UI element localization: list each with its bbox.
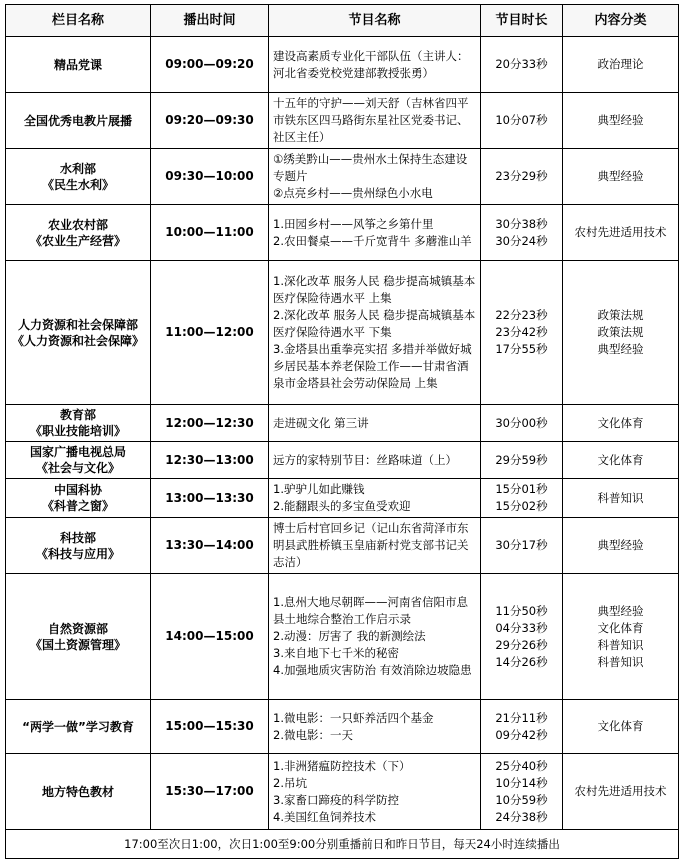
category-cell-line: 政治理论 bbox=[597, 57, 644, 71]
column-name-cell bbox=[6, 442, 151, 479]
column-name-cell-line: 水利部 bbox=[59, 161, 96, 176]
duration-cell-line: 22分23秒 bbox=[495, 308, 548, 322]
category-cell-line: 典型经验 bbox=[597, 169, 644, 183]
category-cell-line: 科普知识 bbox=[597, 654, 644, 669]
program-name-cell-line: 2.微电影：一天 bbox=[273, 727, 353, 742]
schedule-body bbox=[6, 37, 679, 830]
duration-cell-line: 30分17秒 bbox=[495, 538, 548, 552]
category-cell-line: 典型经验 bbox=[597, 603, 644, 618]
air-time-cell: 10:00—11:00 bbox=[151, 205, 269, 261]
program-name-cell bbox=[269, 442, 481, 479]
air-time-cell: 12:00—12:30 bbox=[151, 405, 269, 442]
column-name-cell-line: 人力资源和社会保障部 bbox=[17, 317, 138, 332]
program-name-cell-line: 2.能翻跟头的多宝鱼受欢迎 bbox=[273, 499, 411, 513]
column-name-cell-line: 地方特色教材 bbox=[41, 784, 114, 799]
header-row bbox=[6, 5, 679, 37]
program-name-cell bbox=[269, 205, 481, 261]
duration-cell-line: 23分42秒 bbox=[495, 325, 548, 339]
duration-cell-line: 30分24秒 bbox=[495, 233, 548, 248]
duration-cell bbox=[481, 754, 563, 830]
header-air-time: 播出时间 bbox=[151, 5, 269, 37]
duration-cell-line: 30分00秒 bbox=[495, 415, 548, 430]
category-cell-line: 农村先进适用技术 bbox=[574, 784, 667, 798]
program-name-cell-line: 1.微电影：一只虾养活四个基金 bbox=[273, 710, 434, 725]
category-cell-line: 科普知识 bbox=[597, 490, 644, 505]
duration-cell-line: 24分38秒 bbox=[495, 809, 548, 824]
table-row bbox=[6, 405, 679, 442]
duration-cell-line: 15分02秒 bbox=[495, 499, 548, 513]
program-name-cell-line: 3.金塔县出重拳亮实招 多措并举做好城乡居民基本养老保险工作——甘肃省酒泉市金塔县社会劳动保险局 上集 bbox=[273, 342, 472, 390]
column-name-cell-line: 《人力资源和社会保障》 bbox=[11, 333, 144, 348]
program-name-cell-line: 远方的家特别节目：丝路味道（上） bbox=[273, 452, 457, 467]
header-program-name: 节目名称 bbox=[269, 5, 481, 37]
duration-cell-line: 10分14秒 bbox=[495, 775, 548, 790]
program-name-cell-line: 1.驴驴儿如此赚钱 bbox=[273, 482, 365, 496]
program-name-cell-line: 博士后村官回乡记（记山东省菏泽市东明县武胜桥镇玉皇庙新村党支部书记关志洁） bbox=[273, 521, 469, 569]
category-cell bbox=[563, 479, 679, 518]
table-row bbox=[6, 754, 679, 830]
column-name-cell-line: 《科普之窗》 bbox=[41, 499, 114, 513]
column-name-cell-line: 《职业技能培训》 bbox=[29, 424, 126, 438]
program-name-cell bbox=[269, 93, 481, 149]
program-name-cell-line: ①绣美黔山——贵州水土保持生态建设专题片 bbox=[273, 152, 468, 183]
air-time-cell: 09:20—09:30 bbox=[151, 93, 269, 149]
category-cell-line: 文化体育 bbox=[597, 719, 644, 733]
column-name-cell bbox=[6, 405, 151, 442]
duration-cell bbox=[481, 574, 563, 700]
category-cell-line: 科普知识 bbox=[597, 637, 644, 652]
column-name-cell-line: 自然资源部 bbox=[47, 621, 108, 636]
program-name-cell bbox=[269, 405, 481, 442]
category-cell bbox=[563, 518, 679, 574]
air-time-cell: 13:30—14:00 bbox=[151, 518, 269, 574]
program-name-cell-line: 走进砚文化 第三讲 bbox=[273, 415, 369, 430]
column-name-cell bbox=[6, 754, 151, 830]
column-name-cell-line: 农业农村部 bbox=[47, 217, 108, 232]
air-time-cell: 15:30—17:00 bbox=[151, 754, 269, 830]
program-name-cell-line: 2.吊坑 bbox=[273, 775, 307, 790]
duration-cell-line: 25分40秒 bbox=[495, 758, 548, 773]
category-cell bbox=[563, 442, 679, 479]
table-row bbox=[6, 261, 679, 405]
category-cell bbox=[563, 37, 679, 93]
program-name-cell-line: 3.家畜口蹄疫的科学防控 bbox=[273, 792, 399, 807]
category-cell bbox=[563, 149, 679, 205]
duration-cell-line: 10分07秒 bbox=[495, 113, 548, 127]
program-name-cell-line: 2.农田餐桌——千斤宽背牛 多蘑淮山羊 bbox=[273, 233, 472, 248]
category-cell-line: 典型经验 bbox=[597, 538, 644, 552]
program-name-cell-line: 1.非洲猪瘟防控技术（下） bbox=[273, 758, 411, 773]
program-name-cell bbox=[269, 754, 481, 830]
category-cell-line: 政策法规 bbox=[597, 325, 644, 339]
category-cell-line: 文化体育 bbox=[597, 415, 644, 430]
program-name-cell bbox=[269, 574, 481, 700]
category-cell-line: 文化体育 bbox=[597, 620, 644, 635]
program-name-cell-line: 1.深化改革 服务人民 稳步提高城镇基本医疗保险待遇水平 上集 bbox=[273, 274, 476, 305]
category-cell-line: 政策法规 bbox=[597, 308, 644, 322]
program-name-cell-line: 十五年的守护——刘天舒（吉林省四平市铁东区四马路街东星社区党委书记、社区主任） bbox=[273, 96, 469, 144]
duration-cell-line: 20分33秒 bbox=[495, 57, 548, 71]
air-time-cell: 13:00—13:30 bbox=[151, 479, 269, 518]
program-name-cell-line: 2.动漫：厉害了 我的新测绘法 bbox=[273, 629, 426, 643]
header-duration: 节目时长 bbox=[481, 5, 563, 37]
category-cell bbox=[563, 700, 679, 754]
column-name-cell-line: 国家广播电视总局 bbox=[29, 445, 126, 459]
duration-cell-line: 09分42秒 bbox=[495, 727, 548, 742]
category-cell bbox=[563, 574, 679, 700]
table-row bbox=[6, 700, 679, 754]
duration-cell bbox=[481, 205, 563, 261]
air-time-cell: 11:00—12:00 bbox=[151, 261, 269, 405]
duration-cell-line: 29分26秒 bbox=[495, 637, 548, 652]
duration-cell-line: 30分38秒 bbox=[495, 216, 548, 231]
category-cell bbox=[563, 93, 679, 149]
duration-cell bbox=[481, 479, 563, 518]
column-name-cell bbox=[6, 700, 151, 754]
air-time-cell: 09:30—10:00 bbox=[151, 149, 269, 205]
program-name-cell-line: ②点亮乡村——贵州绿色小水电 bbox=[273, 186, 433, 200]
column-name-cell-line: 教育部 bbox=[59, 408, 96, 422]
duration-cell bbox=[481, 518, 563, 574]
duration-cell bbox=[481, 261, 563, 405]
duration-cell-line: 10分59秒 bbox=[495, 792, 548, 807]
table-row bbox=[6, 479, 679, 518]
column-name-cell bbox=[6, 261, 151, 405]
column-name-cell-line: 中国科协 bbox=[53, 483, 102, 497]
duration-cell bbox=[481, 149, 563, 205]
table-row bbox=[6, 518, 679, 574]
duration-cell-line: 17分55秒 bbox=[495, 342, 548, 356]
program-name-cell-line: 1.田园乡村——风筝之乡第什里 bbox=[273, 216, 434, 231]
column-name-cell-line: 《国土资源管理》 bbox=[29, 637, 126, 652]
program-name-cell-line: 2.深化改革 服务人民 稳步提高城镇基本医疗保险待遇水平 下集 bbox=[273, 308, 476, 339]
table-row bbox=[6, 93, 679, 149]
column-name-cell-line: 《民生水利》 bbox=[41, 177, 114, 192]
column-name-cell bbox=[6, 574, 151, 700]
program-name-cell-line: 建设高素质专业化干部队伍（主讲人：河北省委党校党建部教授张勇） bbox=[273, 48, 469, 80]
duration-cell-line: 11分50秒 bbox=[495, 603, 548, 618]
column-name-cell-line: “两学一做”学习教育 bbox=[22, 719, 134, 734]
program-name-cell-line: 4.加强地质灾害防治 有效消除边坡隐患 bbox=[273, 663, 472, 677]
table-row bbox=[6, 574, 679, 700]
column-name-cell-line: 《农业生产经营》 bbox=[29, 233, 126, 248]
category-cell-line: 典型经验 bbox=[597, 113, 644, 127]
program-name-cell bbox=[269, 518, 481, 574]
air-time-cell: 09:00—09:20 bbox=[151, 37, 269, 93]
duration-cell-line: 29分59秒 bbox=[495, 452, 548, 467]
column-name-cell bbox=[6, 93, 151, 149]
duration-cell bbox=[481, 700, 563, 754]
footer-note: 17:00至次日1:00，次日1:00至9:00分别重播前日和昨日节目，每天24小时连续播出 bbox=[6, 830, 679, 859]
program-name-cell-line: 4.美国红鱼饲养技术 bbox=[273, 809, 376, 824]
column-name-cell-line: 《社会与文化》 bbox=[35, 461, 120, 475]
duration-cell bbox=[481, 37, 563, 93]
category-cell bbox=[563, 754, 679, 830]
duration-cell-line: 15分01秒 bbox=[495, 482, 548, 496]
duration-cell-line: 14分26秒 bbox=[495, 654, 548, 669]
duration-cell-line: 21分11秒 bbox=[495, 710, 548, 725]
table-row bbox=[6, 442, 679, 479]
duration-cell-line: 23分29秒 bbox=[495, 169, 548, 183]
table-row bbox=[6, 205, 679, 261]
air-time-cell: 15:00—15:30 bbox=[151, 700, 269, 754]
program-name-cell bbox=[269, 37, 481, 93]
column-name-cell bbox=[6, 479, 151, 518]
program-name-cell-line: 3.来自地下七千米的秘密 bbox=[273, 646, 399, 660]
column-name-cell bbox=[6, 149, 151, 205]
category-cell bbox=[563, 261, 679, 405]
column-name-cell-line: 科技部 bbox=[59, 530, 96, 545]
program-name-cell bbox=[269, 261, 481, 405]
category-cell bbox=[563, 205, 679, 261]
table-row bbox=[6, 149, 679, 205]
table-row bbox=[6, 37, 679, 93]
air-time-cell: 12:30—13:00 bbox=[151, 442, 269, 479]
program-name-cell bbox=[269, 700, 481, 754]
program-name-cell-line: 1.息州大地尽朝晖——河南省信阳市息县土地综合整治工作启示录 bbox=[273, 595, 468, 626]
duration-cell bbox=[481, 93, 563, 149]
column-name-cell-line: 《科技与应用》 bbox=[35, 546, 120, 561]
program-name-cell bbox=[269, 149, 481, 205]
column-name-cell-line: 全国优秀电教片展播 bbox=[23, 113, 132, 128]
duration-cell bbox=[481, 442, 563, 479]
duration-cell-line: 04分33秒 bbox=[495, 620, 548, 635]
program-name-cell bbox=[269, 479, 481, 518]
category-cell-line: 农村先进适用技术 bbox=[574, 225, 667, 239]
header-category: 内容分类 bbox=[563, 5, 679, 37]
category-cell-line: 典型经验 bbox=[597, 342, 644, 356]
header-column-name: 栏目名称 bbox=[6, 5, 151, 37]
column-name-cell bbox=[6, 518, 151, 574]
column-name-cell bbox=[6, 205, 151, 261]
footer-row bbox=[6, 830, 679, 859]
category-cell-line: 文化体育 bbox=[597, 452, 644, 467]
column-name-cell bbox=[6, 37, 151, 93]
category-cell bbox=[563, 405, 679, 442]
schedule-table bbox=[5, 4, 679, 859]
column-name-cell-line: 精品党课 bbox=[53, 57, 102, 72]
air-time-cell: 14:00—15:00 bbox=[151, 574, 269, 700]
duration-cell bbox=[481, 405, 563, 442]
